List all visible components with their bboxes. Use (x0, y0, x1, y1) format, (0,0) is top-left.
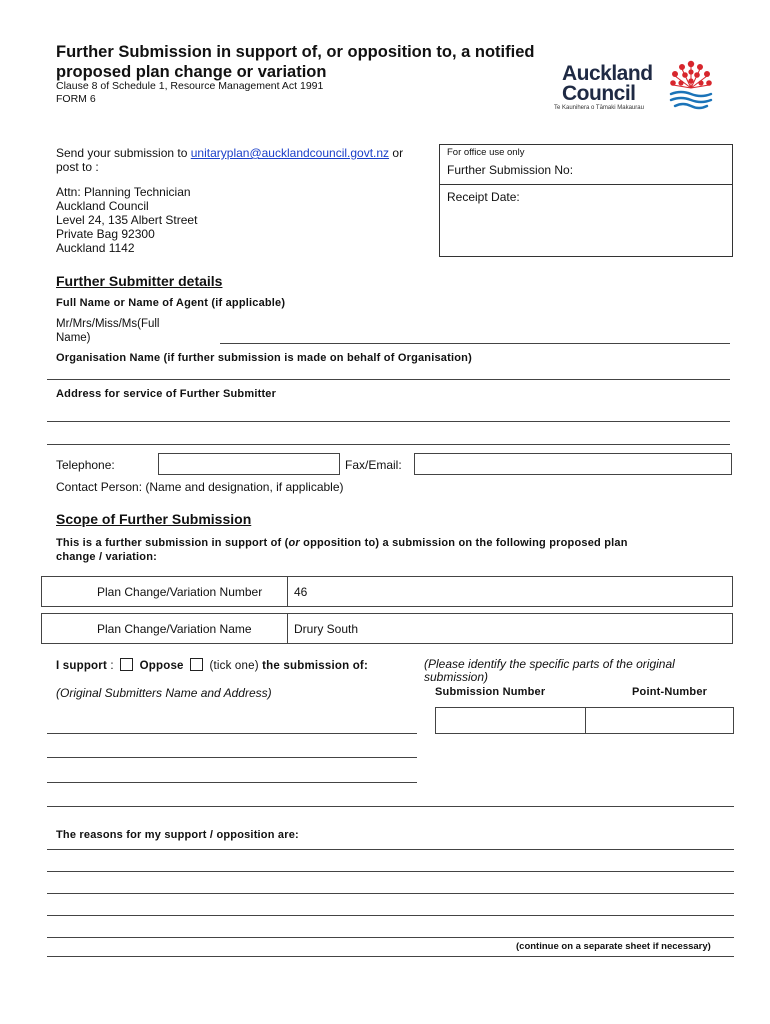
organisation-field[interactable] (47, 379, 730, 380)
reasons-line-6[interactable] (47, 956, 734, 957)
reasons-line-5[interactable] (47, 937, 734, 938)
plan-number-row (41, 576, 733, 607)
point-number-field[interactable] (586, 708, 733, 733)
fax-email-label: Fax/Email: (345, 458, 402, 472)
point-number-header: Point-Number (632, 686, 708, 698)
logo-tagline: Te Kaunihera o Tāmaki Makaurau (554, 105, 644, 111)
continue-note: (continue on a separate sheet if necessary) (516, 941, 711, 952)
plan-name-row (41, 613, 733, 644)
further-submission-no-label: Further Submission No: (447, 163, 574, 177)
telephone-label: Telephone: (56, 458, 115, 472)
original-submitter-line-3[interactable] (47, 782, 417, 783)
reasons-line-1[interactable] (47, 849, 734, 850)
scope-intro: This is a further submission in support of (or opposition to) a submission on the following proposed plan change / variation: (56, 537, 628, 563)
plan-number-value[interactable]: 46 (294, 585, 308, 599)
clause-text: Clause 8 of Schedule 1, Resource Management Act 1991 (56, 80, 324, 92)
office-use-box (439, 144, 733, 257)
receipt-date-label: Receipt Date: (447, 190, 520, 204)
logo-wordmark: Auckland Council (562, 62, 653, 105)
original-submitter-line-4[interactable] (47, 806, 734, 807)
original-submitter-line-1[interactable] (47, 733, 417, 734)
address-field-line-2[interactable] (47, 444, 730, 445)
send-instructions: Send your submission to unitaryplan@aucklandcouncil.govt.nz or post to : (56, 146, 404, 174)
original-submitter-line-2[interactable] (47, 757, 417, 758)
original-submitter-label: (Original Submitters Name and Address) (56, 686, 272, 700)
oppose-label: Oppose (139, 660, 184, 672)
reasons-line-3[interactable] (47, 893, 734, 894)
submitter-heading: Further Submitter details (56, 273, 223, 289)
support-oppose-line: I support : Oppose (tick one) the submission of: (56, 660, 368, 672)
full-name-field[interactable] (220, 343, 730, 344)
reasons-label: The reasons for my support / opposition are: (56, 829, 299, 841)
support-label: I support (56, 660, 107, 672)
submission-number-header: Submission Number (435, 686, 546, 698)
scope-heading: Scope of Further Submission (56, 511, 252, 527)
form-subtitle (56, 80, 323, 106)
office-use-label: For office use only (447, 147, 525, 158)
submission-number-field[interactable] (436, 708, 585, 733)
support-checkbox[interactable] (120, 658, 133, 671)
postal-address: Attn: Planning Technician Auckland Council Level 24, 135 Albert Street Private Bag 92300 Auckland 1142 (56, 185, 198, 255)
contact-person-label: Contact Person: (Name and designation, if applicable) (56, 480, 344, 494)
identify-parts-note: (Please identify the specific parts of the original submission) (424, 657, 675, 684)
address-label: Address for service of Further Submitter (56, 388, 277, 400)
form-title: Further Submission in support of, or opposition to, a notified proposed plan change or variation (56, 43, 535, 81)
address-field-line-1[interactable] (47, 421, 730, 422)
title-label: Mr/Mrs/Miss/Ms(Full Name) (56, 318, 160, 344)
full-name-label: Full Name or Name of Agent (if applicable) (56, 297, 286, 309)
plan-name-label: Plan Change/Variation Name (97, 622, 252, 636)
email-link[interactable]: unitaryplan@aucklandcouncil.govt.nz (190, 146, 390, 160)
reasons-line-4[interactable] (47, 915, 734, 916)
plan-number-label: Plan Change/Variation Number (97, 585, 263, 599)
auckland-council-logo (552, 58, 722, 120)
pohutukawa-flower-icon (665, 58, 717, 116)
organisation-label: Organisation Name (if further submission is made on behalf of Organisation) (56, 352, 472, 364)
submission-point-table (435, 707, 734, 734)
fax-email-field[interactable] (414, 453, 732, 475)
form-number: FORM 6 (56, 93, 96, 105)
oppose-checkbox[interactable] (190, 658, 203, 671)
reasons-line-2[interactable] (47, 871, 734, 872)
telephone-field[interactable] (158, 453, 340, 475)
plan-name-value[interactable]: Drury South (294, 622, 359, 636)
